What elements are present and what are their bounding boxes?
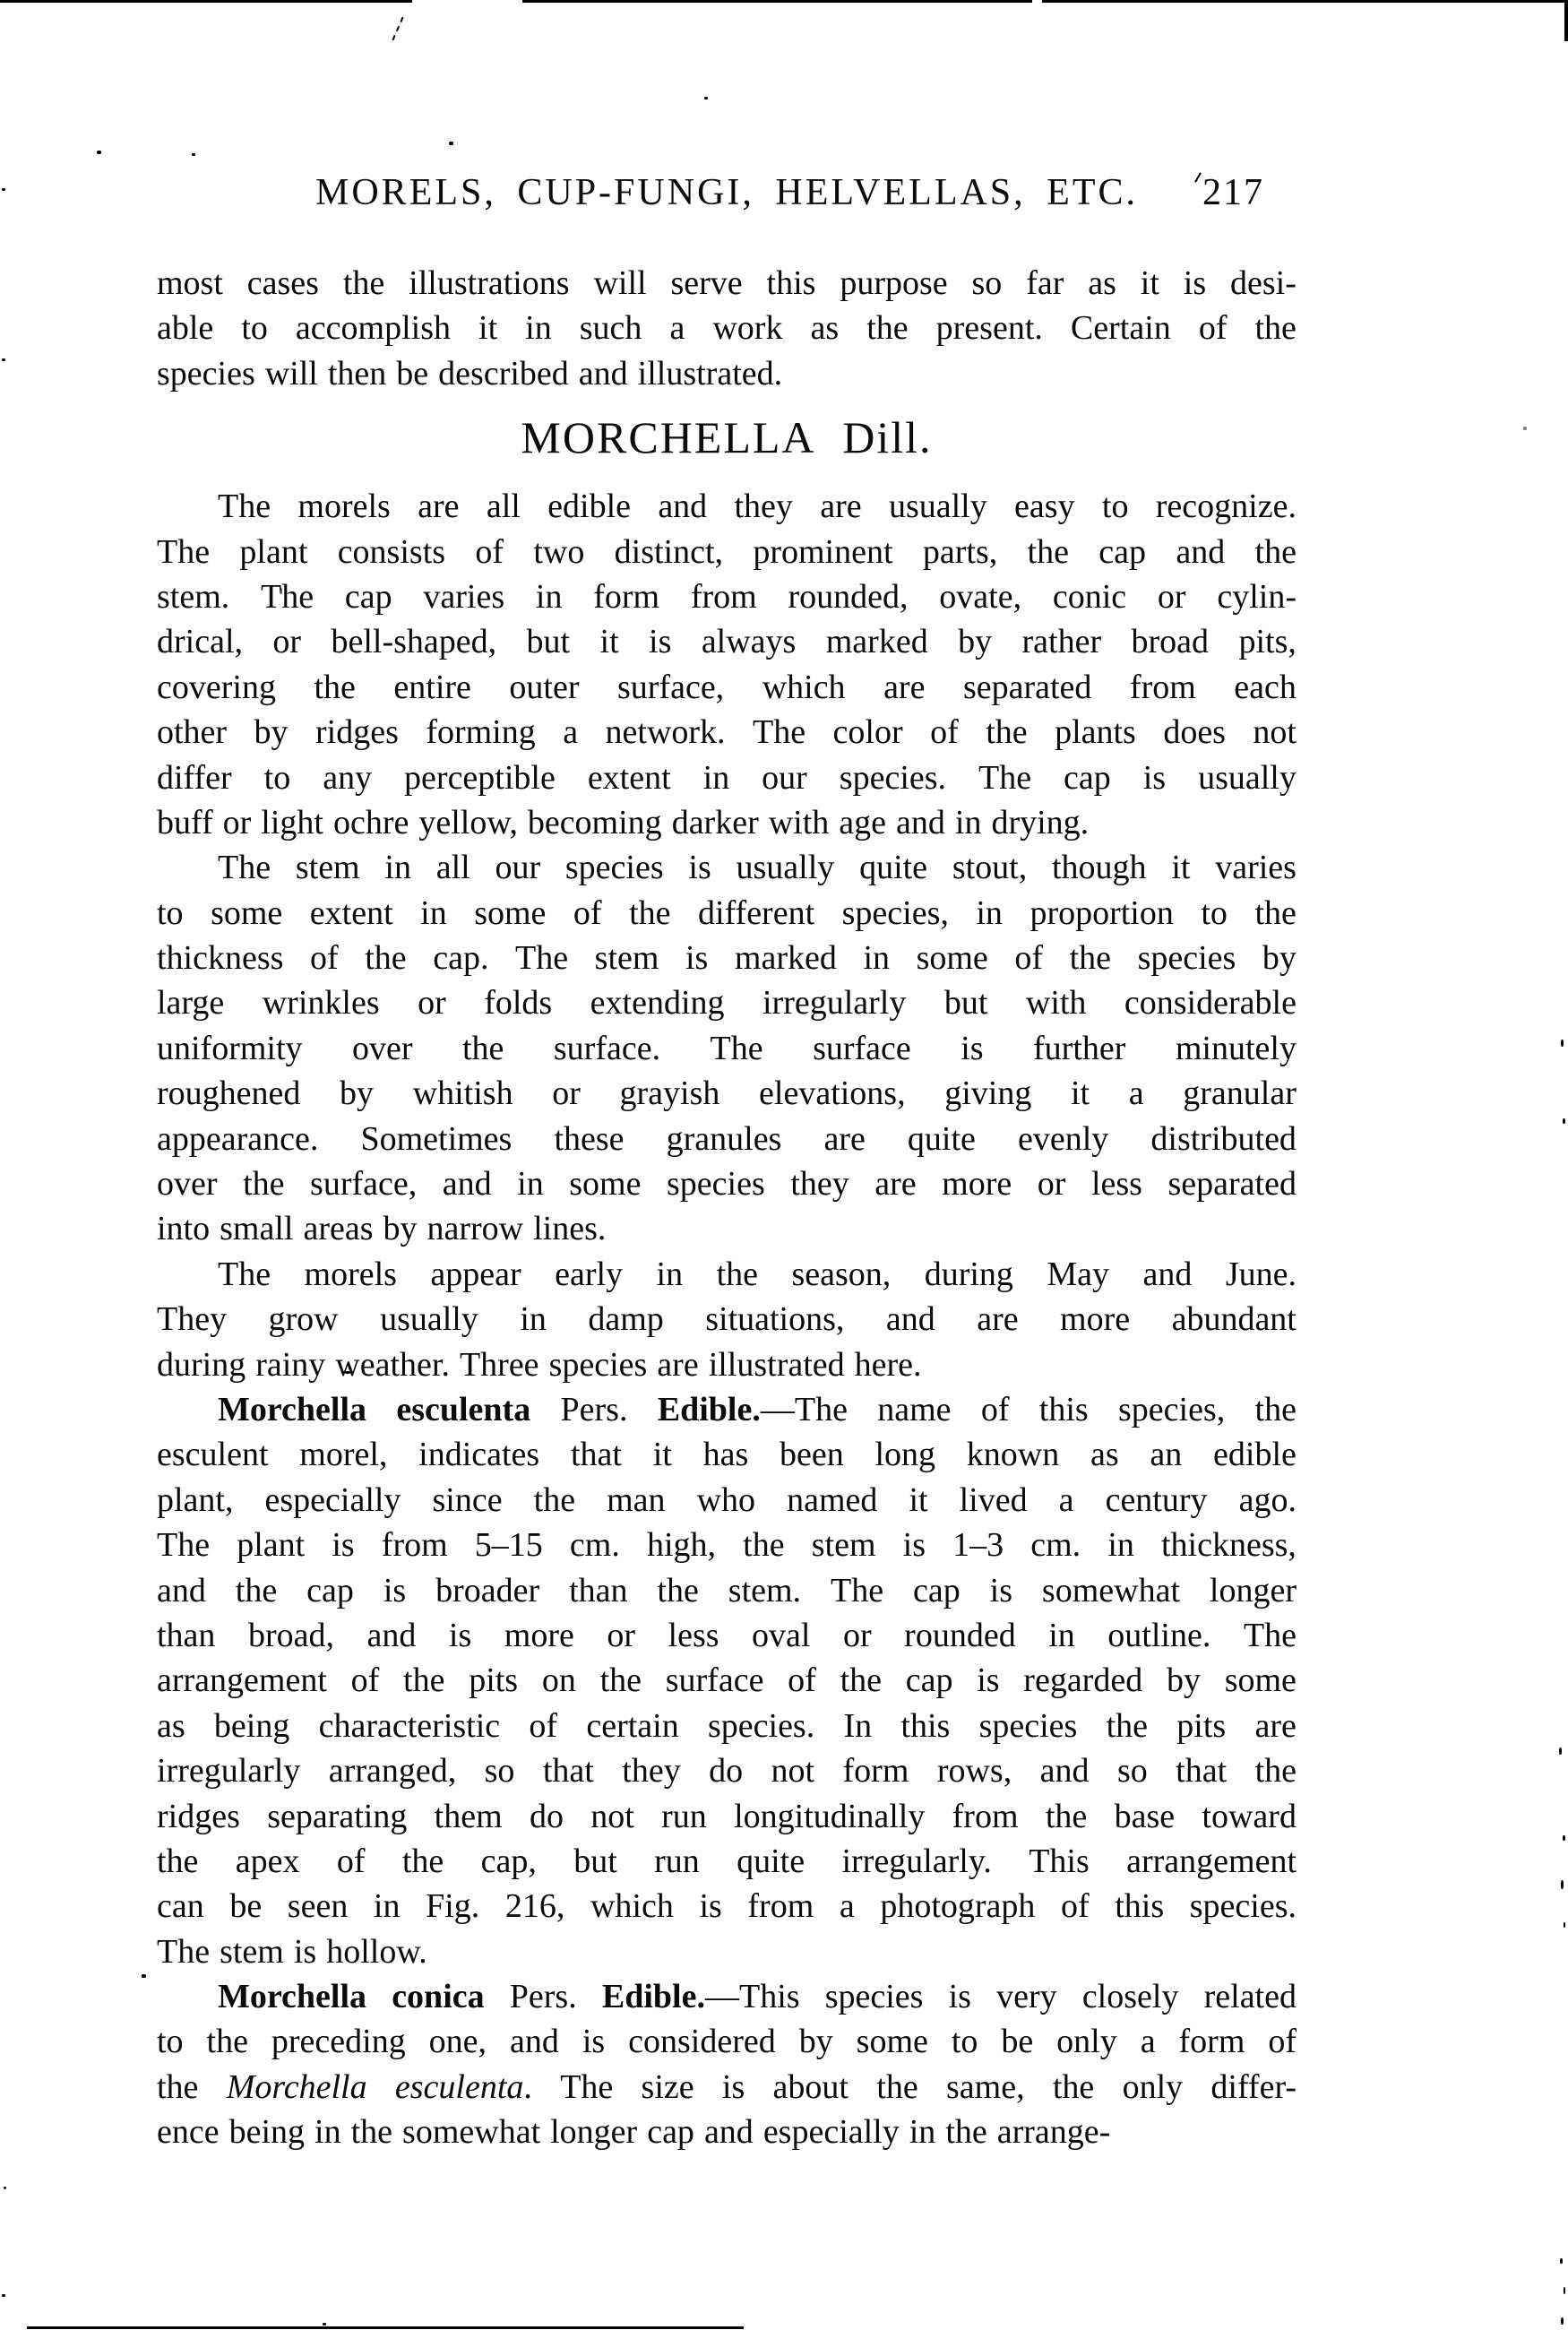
text-line: large wrinkles or folds extending irregularly but with considerable xyxy=(157,984,1297,1023)
text-line: than broad, and is more or less oval or rounded in outline. The xyxy=(157,1616,1297,1654)
scan-speck xyxy=(1561,1880,1564,1889)
text-line: stem. The cap varies in form from rounded, ovate, conic or cylin- xyxy=(157,577,1297,616)
text-line: as being characteristic of certain species. In this species the pits are xyxy=(157,1706,1297,1745)
text-line: The morels appear early in the season, during May and June. xyxy=(218,1255,1297,1293)
scan-speck xyxy=(4,2187,6,2189)
text-block xyxy=(157,263,1297,2158)
page-header-title: MORELS, CUP-FUNGI, HELVELLAS, ETC. xyxy=(315,172,1138,213)
text-line: irregularly arranged, so that they do not form rows, and so that the xyxy=(157,1752,1297,1791)
scan-speck xyxy=(1564,1922,1565,1928)
text-line: arrangement of the pits on the surface of the cap is regarded by some xyxy=(157,1661,1297,1700)
text-line: appearance. Sometimes these granules are quite evenly distributed xyxy=(157,1119,1297,1158)
scan-speck xyxy=(1559,1748,1562,1755)
text-line: the Morchella esculenta. The size is about the same, the only differ- xyxy=(157,2067,1297,2106)
scan-artifact-top-edge xyxy=(0,0,412,3)
scan-speck xyxy=(323,2323,326,2326)
text-line: Morchella conica Pers. Edible.—This species is very closely related xyxy=(218,1978,1297,2016)
text-line: to the preceding one, and is considered by some to be only a form of xyxy=(157,2023,1297,2061)
text-line: The stem in all our species is usually quite stout, though it varies xyxy=(218,849,1297,887)
text-line: differ to any perceptible extent in our species. The cap is usually xyxy=(157,758,1297,797)
text-line: buff or light ochre yellow, becoming darker with age and in drying. xyxy=(157,803,1090,841)
text-line: ridges separating them do not run longitudinally from the base toward xyxy=(157,1797,1297,1835)
scan-speck xyxy=(2,188,5,191)
scan-speck xyxy=(704,97,708,99)
text-line: plant, especially since the man who named it lived a century ago. xyxy=(157,1480,1297,1519)
paragraph xyxy=(157,1977,1297,2158)
scan-artifact-bottom-edge xyxy=(27,2326,744,2329)
text-line: drical, or bell-shaped, but it is always marked by rather broad pits, xyxy=(157,623,1297,661)
page-number: 217 xyxy=(1202,172,1264,213)
scan-artifact-top-edge xyxy=(522,0,1032,3)
paragraph xyxy=(157,848,1297,1255)
text-line: ence being in the somewhat longer cap and especially in the arrange- xyxy=(157,2113,1111,2152)
scan-speck xyxy=(1560,2258,1563,2264)
scan-squiggle xyxy=(392,17,403,40)
text-line: The plant consists of two distinct, prominent parts, the cap and the xyxy=(157,532,1297,571)
scan-speck xyxy=(142,1974,146,1978)
paragraph xyxy=(157,487,1297,848)
scan-speck xyxy=(2,358,5,361)
text-line: to some extent in some of the different species, in proportion to the xyxy=(157,893,1297,932)
paragraph xyxy=(157,1255,1297,1390)
text-line: esculent morel, indicates that it has been long known as an edible xyxy=(157,1436,1297,1474)
scan-speck xyxy=(449,142,453,145)
scan-speck xyxy=(2,2294,5,2297)
text-line: and the cap is broader than the stem. The cap is somewhat longer xyxy=(157,1571,1297,1609)
text-line: into small areas by narrow lines. xyxy=(157,1210,607,1248)
text-line: able to accomplish it in such a work as the present. Certain of the xyxy=(157,309,1297,348)
scan-speck xyxy=(97,151,101,154)
text-line: species will then be described and illustrated. xyxy=(157,354,783,393)
scan-artifact-right-edge xyxy=(1564,0,1568,41)
section-heading: MORCHELLA Dill. xyxy=(521,412,933,463)
text-line: other by ridges forming a network. The color of the plants does not xyxy=(157,713,1297,752)
text-line: The morels are all edible and they are usually easy to recognize. xyxy=(218,488,1297,526)
text-line: thickness of the cap. The stem is marked in some of the species by xyxy=(157,939,1297,978)
text-line: over the surface, and in some species they are more or less separated xyxy=(157,1165,1297,1204)
text-line: most cases the illustrations will serve this purpose so far as it is desi- xyxy=(157,264,1297,302)
scan-speck xyxy=(1561,2317,1564,2325)
scan-speck xyxy=(1564,2287,1565,2294)
scan-speck xyxy=(1523,427,1527,430)
paragraph xyxy=(157,1390,1297,1977)
scan-speck xyxy=(192,153,195,156)
paragraph xyxy=(157,263,1297,399)
scan-speck xyxy=(1563,1835,1565,1841)
text-line: covering the entire outer surface, which are separated from each xyxy=(157,668,1297,706)
text-line: The stem is hollow. xyxy=(157,1932,427,1971)
text-line: uniformity over the surface. The surface is further minutely xyxy=(157,1029,1297,1067)
text-line: The plant is from 5–15 cm. high, the stem is 1–3 cm. in thickness, xyxy=(157,1526,1297,1565)
scan-speck xyxy=(1563,1118,1565,1124)
text-line: They grow usually in damp situations, and are more abundant xyxy=(157,1300,1297,1339)
scan-speck xyxy=(1561,1040,1564,1047)
text-line: during rainy weather. Three species are illustrated here. xyxy=(157,1345,922,1384)
text-line: Morchella esculenta Pers. Edible.—The name of this species, the xyxy=(218,1390,1297,1428)
text-line: the apex of the cap, but run quite irregularly. This arrangement xyxy=(157,1842,1297,1880)
text-line: roughened by whitish or grayish elevations, giving it a granular xyxy=(157,1074,1297,1113)
page-header xyxy=(157,170,1297,215)
scan-artifact-top-edge xyxy=(1042,0,1568,3)
text-line: can be seen in Fig. 216, which is from a photograph of this species. xyxy=(157,1887,1297,1926)
